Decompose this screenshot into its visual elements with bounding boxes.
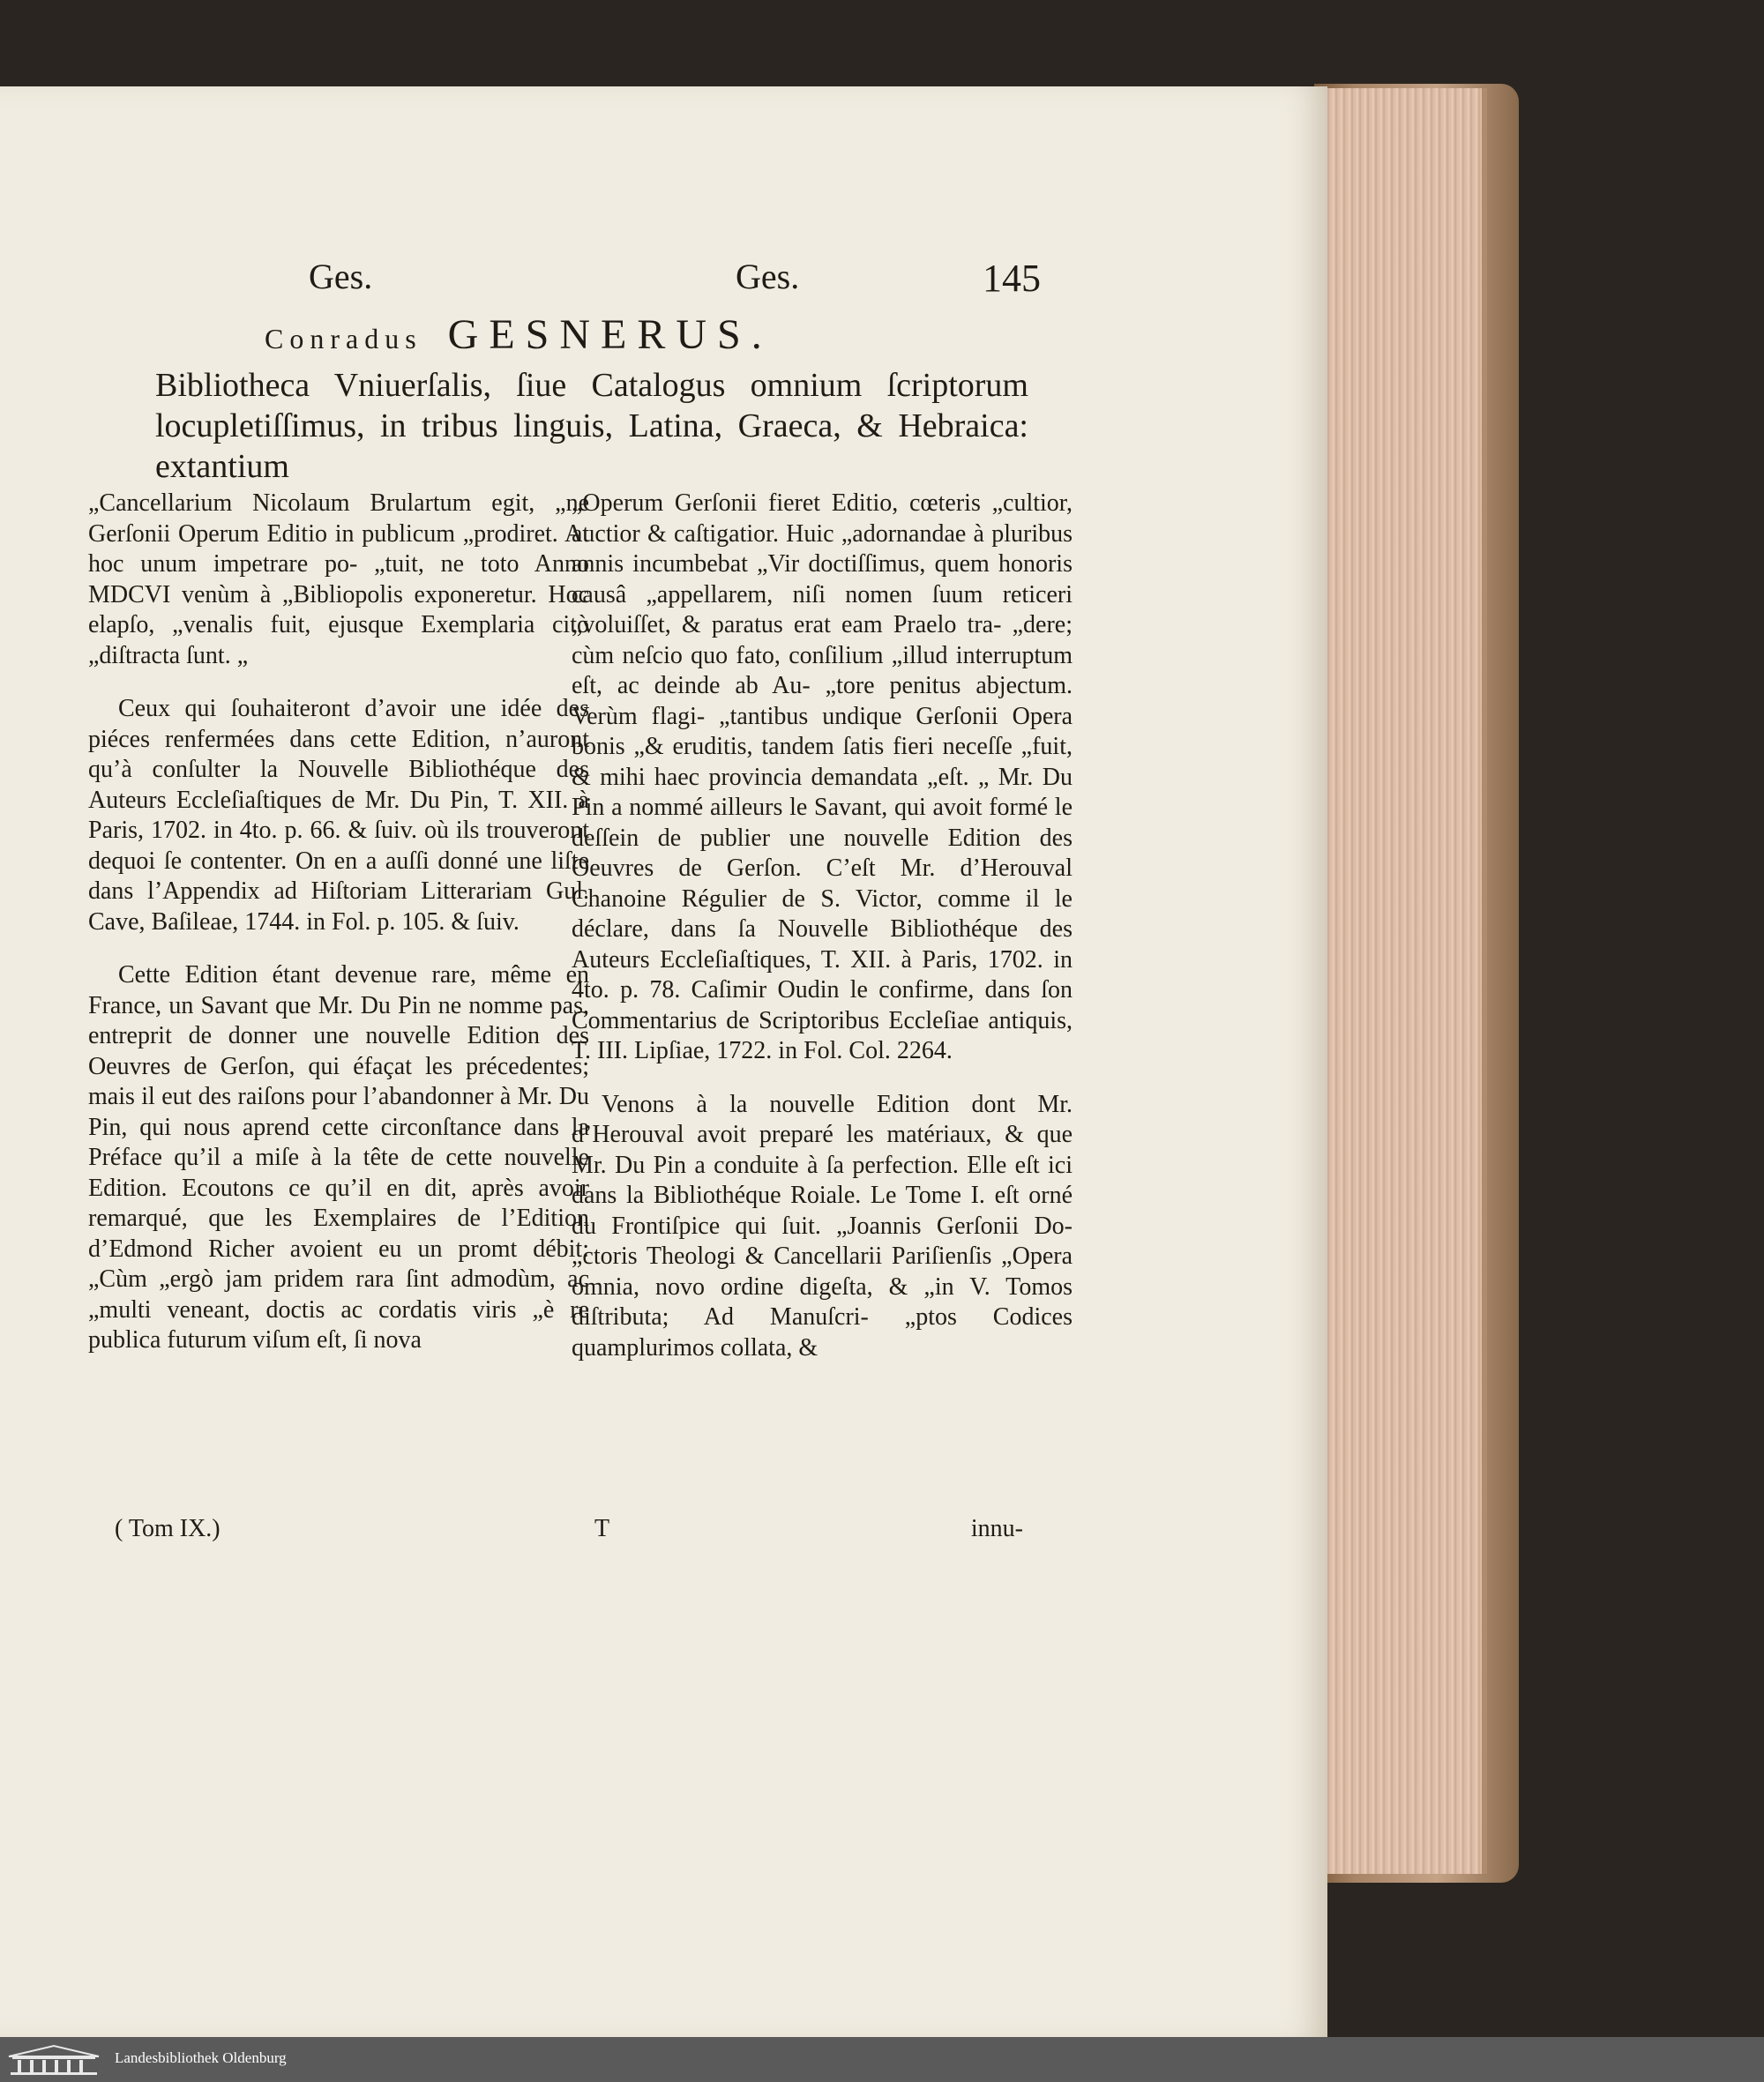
left-column: [88, 489, 589, 1356]
entry-subtitle: Bibliotheca Vniuerſalis, ſiue Catalogus omnium ſcriptorum locupletiſſimus, in tribus linguis, Latina, Graeca, & Hebraica: extantium: [155, 367, 1028, 485]
page-number: 145: [983, 257, 1041, 300]
library-building-icon: [5, 2044, 102, 2076]
book-page: [0, 86, 1327, 2037]
left-paragraph-2: Ceux qui ſouhaiteront d’avoir une idée des piéces renfermées dans cette Edition, n’auront qu’à conſulter la Nouvelle Bibliothéque des Auteurs Eccleſiaſtiques de Mr. Du Pin, T. XII. à Paris, 1702. in 4to. p. 66. & ſuiv. où ils trouveront dequoi ſe contenter. On en a auſſi donné une liſte dans l’Appendix ad Hiſtoriam Litterariam Gul. Cave, Baſileae, 1744. in Fol. p. 105. & ſuiv.: [88, 695, 589, 936]
right-paragraph-2: Venons à la nouvelle Edition dont Mr. d’Herouval avoit preparé les matériaux, & que Mr. Du Pin a conduite à ſa perfection. Elle eſt ici dans la Bibliothéque Roiale. Le Tome I. eſt orné du Frontiſpice qui ſuit. „Joannis Gerſonii Do- „ctoris Theologi & Cancellarii Pariſienſis „Opera omnia, novo ordine digeſta, & „in V. Tomos diſtributa; Ad Manuſcri- „ptos Codices quamplurimos collata, &: [572, 1090, 1073, 1362]
volume-signature: ( Tom IX.): [115, 1515, 220, 1542]
running-header: [309, 256, 1041, 300]
entry-title: [265, 310, 1041, 359]
header-left: Ges.: [309, 257, 373, 296]
right-column: [572, 489, 1073, 1363]
left-paragraph-3: Cette Edition étant devenue rare, même en France, un Savant que Mr. Du Pin ne nomme pas, entreprit de donner une nouvelle Edition des Oeuvres de Gerſon, qui éfaçat les précedentes; mais il eut des raiſons pour l’abandonner à Mr. Du Pin, qui nous aprend cette circonſtance dans la Préface qu’il a miſe à la tête de cette nouvelle Edition. Ecoutons ce qu’il en dit, après avoir remarqué, que les Exemplaires de l’Edition d’Edmond Richer avoient eu un promt débit: „Cùm „ergò jam pridem rara ſint admodùm, ac „multi veneant, doctis ac cordatis viris „è re publica futurum viſum eſt, ſi nova: [88, 961, 589, 1354]
footer-bar: [0, 2037, 1764, 2082]
library-name: Landesbibliothek Oldenburg: [115, 2049, 287, 2066]
left-paragraph-1: „Cancellarium Nicolaum Brulartum egit, „ne Gerſonii Operum Editio in publicum „prodiret. At hoc unum impetrare po- „tuit, ne toto Anno MDCVI venùm à „Bibliopolis exponeretur. Hoc elapſo, „venalis fuit, ejusque Exemplaria citò „diſtracta ſunt. „: [88, 489, 589, 669]
title-last-name: GESNERUS.: [447, 311, 773, 358]
catchword: innu-: [970, 1515, 1023, 1542]
signature-letter: T: [594, 1515, 610, 1542]
title-first-name: Conradus: [265, 323, 422, 354]
right-paragraph-1: „Operum Gerſonii fieret Editio, cœteris „cultior, auctior & caſtigatior. Huic „adornandae à pluribus annis incumbebat „Vir doctiſſimus, quem honoris causâ „appellarem, niſi nomen ſuum reticeri „voluiſſet, & paratus erat eam Praelo tra- „dere; cùm neſcio quo fato, conſilium „illud interruptum eſt, ac deinde ab Au- „tore penitus abjectum. Verùm flagi- „tantibus undique Gerſonii Opera bonis „& eruditis, tandem ſatis fieri neceſſe „fuit, & mihi haec provincia demandata „eſt. „ Mr. Du Pin a nommé ailleurs le Savant, qui avoit formé le deſſein de publier une nouvelle Edition des Oeuvres de Gerſon. C’eſt Mr. d’Herouval Chanoine Régulier de S. Victor, comme il le déclare, dans ſa Nouvelle Bibliothéque des Auteurs Eccleſiaſtiques, T. XII. à Paris, 1702. in 4to. p. 78. Caſimir Oudin le confirme, dans ſon Commentarius de Scriptoribus Eccleſiae antiquis, T. III. Lipſiae, 1722. in Fol. Col. 2264.: [572, 489, 1073, 1064]
page-block-edge: [1323, 88, 1487, 1874]
header-center: Ges.: [736, 257, 800, 296]
